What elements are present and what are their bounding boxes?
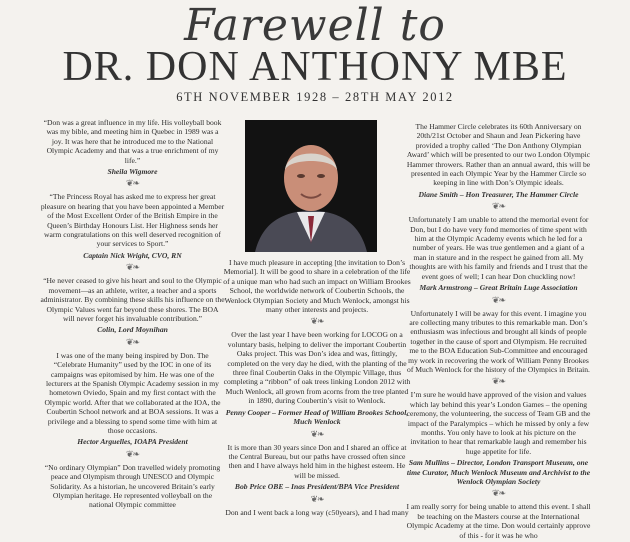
script-title: Farewell to bbox=[184, 0, 446, 51]
ornament-divider-icon: ❦❧ bbox=[310, 428, 324, 439]
tribute-attribution: Mark Armstrong – Great Britain Luge Association bbox=[419, 283, 578, 293]
tribute-attribution: Colin, Lord Moynihan bbox=[97, 325, 168, 335]
tribute-text: I was one of the many being inspired by Don. The “Celebrate Humanity” used by the IOC in one of its campaigns was epitomised by him. He was one of the lecturers at the Spanish Olympic Academy session in my hometown Oviedo, Spain and my first contact with the Olympic world. After that we collaborated at the IOA, the Coubertin School network and at BOA sessions. It was a privilege and a blessing to spend some time with him at those occasions. bbox=[44, 350, 221, 435]
ornament-divider-icon: ❦❧ bbox=[125, 262, 140, 273]
tribute bbox=[406, 390, 591, 498]
dates: 6TH NOVEMBER 1928 – 28TH MAY 2012 bbox=[176, 90, 454, 104]
tribute-attribution: Hector Arguelles, IOAPA President bbox=[77, 437, 188, 447]
tribute-attribution: Diane Smith – Hon Treasurer, The Hammer Circle bbox=[418, 189, 579, 199]
ornament-divider-icon: ❦❧ bbox=[125, 336, 140, 347]
portrait-photo bbox=[245, 120, 377, 252]
tribute-text: “He never ceased to give his heart and soul to the Olympic movement—as an athlete, writer, a teacher and a sports administrator. By combining these skills his influence on the Olympic Values went far beyond these shores. The BOA will never forget his invaluable contribution.” bbox=[40, 276, 225, 323]
tribute-text: “The Princess Royal has asked me to express her great pleasure on hearing that you have been appointed a Member of the Most Excellent Order of the British Empire in the Queen’s Birthday Honours List. Her Highness sends her warm congratulations on this well deserved recognition of your services to Sport.” bbox=[40, 192, 225, 249]
tribute bbox=[406, 502, 591, 540]
tribute-text: Over the last year I have been working for LOCOG on a voluntary basis, helping to deliver the important Coubertin Oaks project. This was Don’s idea and was, fittingly, completed on the very day he died, with the planting of the three final Coubertin Oaks in the Olympic Village, thus completing a “ribbon” of oak trees linking London 2012 with Much Wenlock, all grown from acorns from the tree planted in 1890, during Coubertin’s visit to Wenlock. bbox=[223, 330, 411, 406]
tribute-text: Unfortunately I am unable to attend the memorial event for Don, but I do have very fond memories of time spent with him at the Olympic Academy events which he led for a number of years. He was true gentlemen and a giant of a man in stature and in the respect he gained from all. My thoughts are with his family and friends and I trust that the event goes of well; I can hear Don chuckling now! bbox=[408, 215, 589, 281]
tribute-text: It is more than 30 years since Don and I shared an office at the Central Bureau, but our paths have crossed often since then and I have always held him in the highest esteem. He will be missed. bbox=[227, 442, 407, 480]
tribute-text: “Don was a great influence in my life. His volleyball book was my bible, and meeting him in Quebec in 1989 was a joy. It was here that he introduced me to the National Olympic Academy and that was a true enrichment of my life.” bbox=[43, 118, 222, 165]
tribute bbox=[40, 192, 225, 272]
portrait-image bbox=[245, 120, 377, 252]
ornament-divider-icon: ❦❧ bbox=[491, 294, 506, 305]
ornament-divider-icon: ❦❧ bbox=[491, 376, 506, 387]
tributes-column-left bbox=[40, 118, 225, 512]
tribute bbox=[40, 118, 225, 188]
tribute-text: I’m sure he would have approved of the vision and values which lay behind this year’s London Games – the opening ceremony, the volunteering, the success of Team GB and the impact of the Paralympics – which he missed by only a few months. You only have to look at his picture on the invitation to hear that remarkable laugh and remember his huge appetite for life. bbox=[406, 390, 591, 456]
tribute-text: The Hammer Circle celebrates its 60th Anniversary on 20th/21st October and Shaun and Jean Pickering have provided a trophy called ‘The Don Anthony Olympian Award’ which will be presented to our two London Olympic Hammer throwers. Rather than an annual award, this will be presented in each Olympic Year by the Hammer Circle so keeping in line with Don’s Olympic ideals. bbox=[406, 122, 591, 188]
ornament-divider-icon: ❦❧ bbox=[491, 488, 506, 499]
tribute-attribution: Bob Price OBE – Inas President/BPA Vice President bbox=[234, 482, 400, 492]
tribute bbox=[222, 443, 412, 504]
tribute-text: “No ordinary Olympian” Don travelled widely promoting peace and Olympism through UNESCO and Olympic Solidarity. As a historian, he uncovered Britain’s early Olympian heritage. He represented volleyball on the national Olympic committee bbox=[44, 462, 221, 510]
tribute-attribution: Sam Mullins – Director, London Transport Museum, one time Curator, Much Wenlock Museum and Archivist to the Wenlock Olympian Society bbox=[406, 458, 591, 486]
tribute-attribution: Captain Nick Wright, CVO, RN bbox=[83, 250, 182, 260]
ornament-divider-icon: ❦❧ bbox=[125, 448, 140, 459]
tribute bbox=[222, 330, 412, 438]
tributes-column-right bbox=[406, 122, 591, 542]
tribute bbox=[406, 309, 591, 387]
ornament-divider-icon: ❦❧ bbox=[491, 201, 506, 212]
tribute bbox=[222, 258, 412, 326]
tribute bbox=[406, 122, 591, 211]
ornament-divider-icon: ❦❧ bbox=[125, 178, 140, 189]
tribute-text: Unfortunately I will be away for this event. I imagine you are collecting many tributes to this remarkable man. Don’s enthusiasm was infectious and brought all kinds of people together in the cause of sport and Olympism. He recruited me to the BOA Education Sub-Committee and encouraged my work in recovering the work of William Penny Brookes of Much Wenlock for the history of the Olympics in Britain. bbox=[407, 308, 590, 374]
tribute bbox=[40, 276, 225, 346]
tribute bbox=[40, 351, 225, 459]
tribute bbox=[406, 215, 591, 304]
main-title: DR. DON ANTHONY MBE bbox=[62, 44, 568, 90]
tribute-attribution: Sheila Wigmore bbox=[107, 167, 158, 177]
tribute-text: I have much pleasure in accepting [the invitation to Don’s Memorial]. It will be good to share in a celebration of the life of a unique man who had such an impact on William Brookes School, the worldwide network of Coubertin Schools, the Wenlock Olympian Society and Much Wenlock, amongst his many other interests and projects. bbox=[223, 258, 411, 315]
tribute bbox=[222, 508, 412, 517]
tribute-text: I am really sorry for being unable to attend this event. I shall be teaching on the Masters course at the International Olympic Academy at the time. Don would certainly approve of this - for it was he who bbox=[406, 502, 591, 540]
tribute-text: Don and I went back a long way (c50years), and I had many bbox=[225, 507, 409, 517]
tribute-attribution: Penny Cooper – Former Head of William Brookes School, Much Wenlock bbox=[225, 407, 409, 427]
ornament-divider-icon: ❦❧ bbox=[310, 316, 324, 327]
ornament-divider-icon: ❦❧ bbox=[310, 493, 324, 504]
tributes-column-middle bbox=[222, 258, 412, 519]
